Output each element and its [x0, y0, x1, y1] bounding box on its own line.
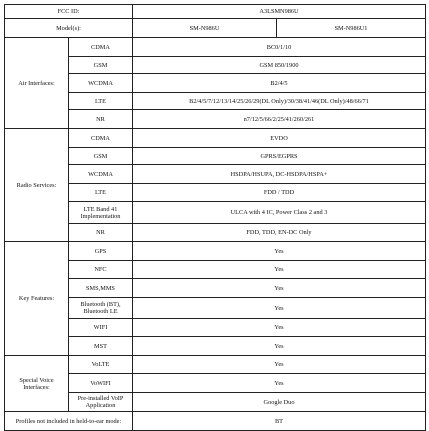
feature-value: Google Duo — [133, 393, 426, 412]
spec-table-body — [5, 5, 426, 431]
spec-row — [5, 148, 426, 165]
feature-name: SMS,MMS — [69, 279, 133, 298]
fcc-id-value: A3LSMN986U — [133, 5, 426, 19]
spec-row — [5, 57, 426, 74]
models-row — [5, 19, 426, 38]
feature-value: n7/12/5/66/2/25/41/260/261 — [133, 110, 426, 129]
feature-name: LTE — [69, 184, 133, 202]
feature-value: Yes — [133, 356, 426, 374]
spec-row — [5, 261, 426, 279]
feature-value: B2/4/5 — [133, 74, 426, 93]
feature-name: NR — [69, 110, 133, 129]
feature-name: GSM — [69, 57, 133, 74]
spec-row — [5, 110, 426, 129]
spec-row — [5, 129, 426, 148]
section-category: Air Interfaces: — [5, 38, 69, 129]
feature-value: FDD, TDD, EN-DC Only — [133, 224, 426, 242]
feature-value: EVDO — [133, 129, 426, 148]
feature-name: WCDMA — [69, 74, 133, 93]
feature-value: GSM 850/1900 — [133, 57, 426, 74]
spec-row — [5, 224, 426, 242]
spec-row — [5, 242, 426, 261]
spec-row — [5, 393, 426, 412]
feature-name: LTE Band 41 Implementation — [69, 202, 133, 224]
footer-row — [5, 412, 426, 431]
spec-row — [5, 279, 426, 298]
spec-row — [5, 298, 426, 319]
feature-name: MST — [69, 337, 133, 356]
feature-name: NR — [69, 224, 133, 242]
fcc-id-row — [5, 5, 426, 19]
feature-name: Pre-installed VoIP Application — [69, 393, 133, 412]
feature-value: BC0/1/10 — [133, 38, 426, 57]
feature-value: Yes — [133, 319, 426, 337]
feature-name: GSM — [69, 148, 133, 165]
spec-row — [5, 356, 426, 374]
spec-table — [4, 4, 426, 431]
feature-value: Yes — [133, 279, 426, 298]
model-1: SM-N986U — [133, 19, 277, 38]
feature-value: Yes — [133, 374, 426, 393]
feature-name: CDMA — [69, 38, 133, 57]
feature-name: GPS — [69, 242, 133, 261]
spec-row — [5, 93, 426, 110]
feature-value: Yes — [133, 298, 426, 319]
section-category: Radio Services: — [5, 129, 69, 242]
profiles-not-included-value: BT — [133, 412, 426, 431]
feature-name: LTE — [69, 93, 133, 110]
fcc-spec-sheet — [4, 4, 425, 431]
feature-value: GPRS/EGPRS — [133, 148, 426, 165]
spec-row — [5, 38, 426, 57]
models-label: Model(s): — [5, 19, 133, 38]
feature-value: ULCA with 4 IC, Power Class 2 and 3 — [133, 202, 426, 224]
section-category: Key Features: — [5, 242, 69, 356]
feature-name: CDMA — [69, 129, 133, 148]
feature-name: VoWIFI — [69, 374, 133, 393]
feature-value: Yes — [133, 337, 426, 356]
spec-row — [5, 74, 426, 93]
feature-value: FDD / TDD — [133, 184, 426, 202]
profiles-not-included-label: Profiles not included in held-to-ear mode: — [5, 412, 133, 431]
spec-row — [5, 202, 426, 224]
spec-row — [5, 184, 426, 202]
spec-row — [5, 319, 426, 337]
model-2: SM-N986U1 — [277, 19, 426, 38]
spec-row — [5, 165, 426, 184]
feature-value: B2/4/5/7/12/13/14/25/26/29(DL Only)/30/38/41/46(DL Only)/48/66/71 — [133, 93, 426, 110]
feature-name: NFC — [69, 261, 133, 279]
feature-name: Bluetooth (BT), Bluetooth LE — [69, 298, 133, 319]
feature-name: WCDMA — [69, 165, 133, 184]
spec-row — [5, 374, 426, 393]
feature-value: Yes — [133, 261, 426, 279]
feature-value: HSDPA/HSUPA, DC-HSDPA/HSPA+ — [133, 165, 426, 184]
fcc-id-label: FCC ID: — [5, 5, 133, 19]
feature-name: VoLTE — [69, 356, 133, 374]
section-category: Special Voice Interfaces: — [5, 356, 69, 412]
spec-row — [5, 337, 426, 356]
feature-name: WIFI — [69, 319, 133, 337]
feature-value: Yes — [133, 242, 426, 261]
